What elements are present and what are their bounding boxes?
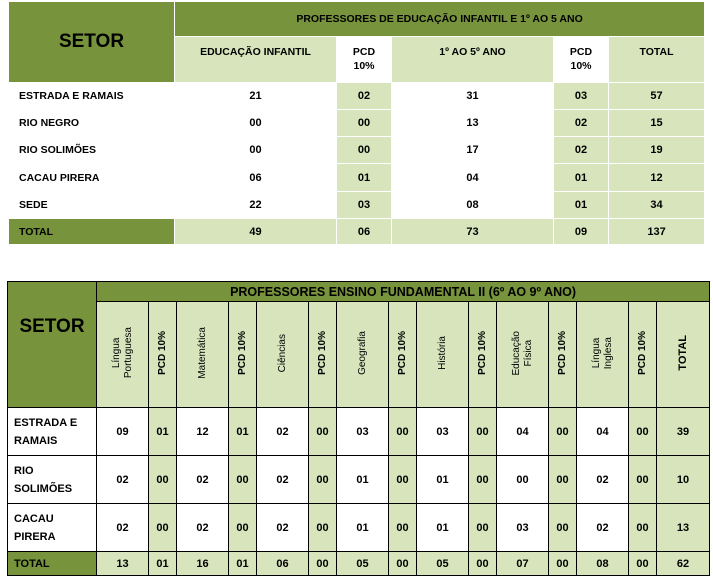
cell: 22 <box>175 192 337 219</box>
row-label: RIO NEGRO <box>9 110 175 137</box>
cell: 09 <box>97 408 149 456</box>
col-header-label: Língua Inglesa <box>590 336 614 370</box>
cell: 00 <box>309 552 337 576</box>
col-header: EDUCAÇÃO INFANTIL <box>175 37 337 83</box>
cell: 31 <box>392 83 554 110</box>
cell: 21 <box>175 83 337 110</box>
cell: 00 <box>309 504 337 552</box>
col-header <box>309 302 337 408</box>
cell: 01 <box>149 552 177 576</box>
cell: 00 <box>337 137 392 164</box>
cell: 02 <box>554 137 609 164</box>
col-header-label: Língua Portuguesa <box>110 327 134 379</box>
table-title: PROFESSORES DE EDUCAÇÃO INFANTIL E 1º AO 5 ANO <box>175 2 705 37</box>
col-header <box>177 302 229 408</box>
cell: 00 <box>629 552 657 576</box>
cell: 01 <box>417 456 469 504</box>
cell: 06 <box>257 552 309 576</box>
cell: 04 <box>577 408 629 456</box>
cell: 02 <box>257 408 309 456</box>
total-label: TOTAL <box>8 552 97 576</box>
cell: 00 <box>469 504 497 552</box>
cell: 02 <box>337 83 392 110</box>
cell: 03 <box>337 192 392 219</box>
col-header-label: Matemática <box>196 327 208 379</box>
cell: 02 <box>177 456 229 504</box>
cell: 01 <box>337 456 389 504</box>
total-row <box>9 219 705 245</box>
table-row <box>9 164 705 192</box>
cell: 73 <box>392 219 554 245</box>
cell: 00 <box>175 110 337 137</box>
row-label: RIO SOLIMÕES <box>8 456 97 504</box>
table-row <box>8 504 710 552</box>
row-label: ESTRADA E RAMAIS <box>9 83 175 110</box>
cell: 02 <box>554 110 609 137</box>
col-header <box>97 302 149 408</box>
cell: 00 <box>309 456 337 504</box>
cell: 00 <box>469 552 497 576</box>
cell: 00 <box>337 110 392 137</box>
col-header-label: Educação Física <box>510 330 534 376</box>
table-row <box>9 110 705 137</box>
col-header-label: PCD 10% <box>396 331 408 375</box>
cell: 07 <box>497 552 549 576</box>
row-label: CACAU PIRERA <box>8 504 97 552</box>
cell: 00 <box>229 456 257 504</box>
total-row <box>8 552 710 576</box>
setor-header: SETOR <box>8 282 97 408</box>
cell: 00 <box>469 408 497 456</box>
row-label: RIO SOLIMÕES <box>9 137 175 164</box>
col-header-label: História <box>436 336 448 370</box>
cell: 00 <box>469 456 497 504</box>
row-label: CACAU PIRERA <box>9 164 175 192</box>
row-label: ESTRADA E RAMAIS <box>8 408 97 456</box>
cell: 13 <box>657 504 710 552</box>
table-infantil <box>8 1 705 245</box>
col-header <box>229 302 257 408</box>
row-label: SEDE <box>9 192 175 219</box>
cell: 01 <box>554 164 609 192</box>
cell: 01 <box>229 552 257 576</box>
cell: 03 <box>554 83 609 110</box>
col-header <box>657 302 710 408</box>
cell: 01 <box>417 504 469 552</box>
cell: 00 <box>629 456 657 504</box>
cell: 09 <box>554 219 609 245</box>
cell: 00 <box>629 408 657 456</box>
cell: 12 <box>609 164 705 192</box>
cell: 04 <box>392 164 554 192</box>
cell: 02 <box>177 504 229 552</box>
table-row <box>9 192 705 219</box>
cell: 00 <box>229 504 257 552</box>
col-header <box>417 302 469 408</box>
col-header <box>149 302 177 408</box>
cell: 08 <box>577 552 629 576</box>
col-header: TOTAL <box>609 37 705 83</box>
cell: 13 <box>392 110 554 137</box>
cell: 13 <box>97 552 149 576</box>
col-header <box>549 302 577 408</box>
table-row <box>9 83 705 110</box>
col-header-label: PCD 10% <box>476 331 488 375</box>
cell: 04 <box>497 408 549 456</box>
cell: 02 <box>257 456 309 504</box>
cell: 08 <box>392 192 554 219</box>
cell: 02 <box>577 456 629 504</box>
cell: 12 <box>177 408 229 456</box>
cell: 00 <box>549 408 577 456</box>
cell: 10 <box>657 456 710 504</box>
cell: 02 <box>97 456 149 504</box>
cell: 02 <box>257 504 309 552</box>
table-fundamental <box>7 281 710 576</box>
cell: 57 <box>609 83 705 110</box>
col-header <box>469 302 497 408</box>
col-header <box>337 302 389 408</box>
cell: 19 <box>609 137 705 164</box>
cell: 00 <box>149 456 177 504</box>
cell: 00 <box>389 504 417 552</box>
col-header-label: PCD 10% <box>636 331 648 375</box>
cell: 01 <box>337 164 392 192</box>
col-header <box>497 302 549 408</box>
table-title: PROFESSORES ENSINO FUNDAMENTAL II (6º AO 9º ANO) <box>97 282 710 302</box>
col-header <box>257 302 309 408</box>
col-header-label: PCD 10% <box>236 331 248 375</box>
cell: 00 <box>497 456 549 504</box>
cell: 15 <box>609 110 705 137</box>
col-header-label: TOTAL <box>677 335 690 371</box>
cell: 02 <box>97 504 149 552</box>
cell: 01 <box>149 408 177 456</box>
col-header-label: PCD 10% <box>556 331 568 375</box>
col-header-label: Geografia <box>356 331 368 375</box>
cell: 03 <box>417 408 469 456</box>
col-header-label: PCD 10% <box>316 331 328 375</box>
cell: 137 <box>609 219 705 245</box>
cell: 00 <box>309 408 337 456</box>
cell: 01 <box>337 504 389 552</box>
cell: 49 <box>175 219 337 245</box>
cell: 06 <box>337 219 392 245</box>
col-header: PCD 10% <box>337 37 392 83</box>
table-row <box>9 137 705 164</box>
cell: 00 <box>389 552 417 576</box>
cell: 06 <box>175 164 337 192</box>
cell: 00 <box>389 456 417 504</box>
cell: 01 <box>229 408 257 456</box>
cell: 03 <box>497 504 549 552</box>
cell: 02 <box>577 504 629 552</box>
cell: 17 <box>392 137 554 164</box>
cell: 34 <box>609 192 705 219</box>
total-label: TOTAL <box>9 219 175 245</box>
cell: 00 <box>549 504 577 552</box>
cell: 16 <box>177 552 229 576</box>
cell: 00 <box>149 504 177 552</box>
cell: 01 <box>554 192 609 219</box>
cell: 00 <box>549 456 577 504</box>
cell: 00 <box>549 552 577 576</box>
cell: 00 <box>629 504 657 552</box>
setor-header: SETOR <box>9 2 175 83</box>
cell: 00 <box>175 137 337 164</box>
col-header <box>389 302 417 408</box>
cell: 39 <box>657 408 710 456</box>
cell: 05 <box>337 552 389 576</box>
col-header <box>577 302 629 408</box>
cell: 62 <box>657 552 710 576</box>
cell: 05 <box>417 552 469 576</box>
cell: 03 <box>337 408 389 456</box>
col-header: 1º AO 5º ANO <box>392 37 554 83</box>
table-row <box>8 408 710 456</box>
col-header: PCD 10% <box>554 37 609 83</box>
cell: 00 <box>389 408 417 456</box>
col-header-label: Ciências <box>276 333 288 373</box>
col-header <box>629 302 657 408</box>
col-header-label: PCD 10% <box>156 331 168 375</box>
table-row <box>8 456 710 504</box>
